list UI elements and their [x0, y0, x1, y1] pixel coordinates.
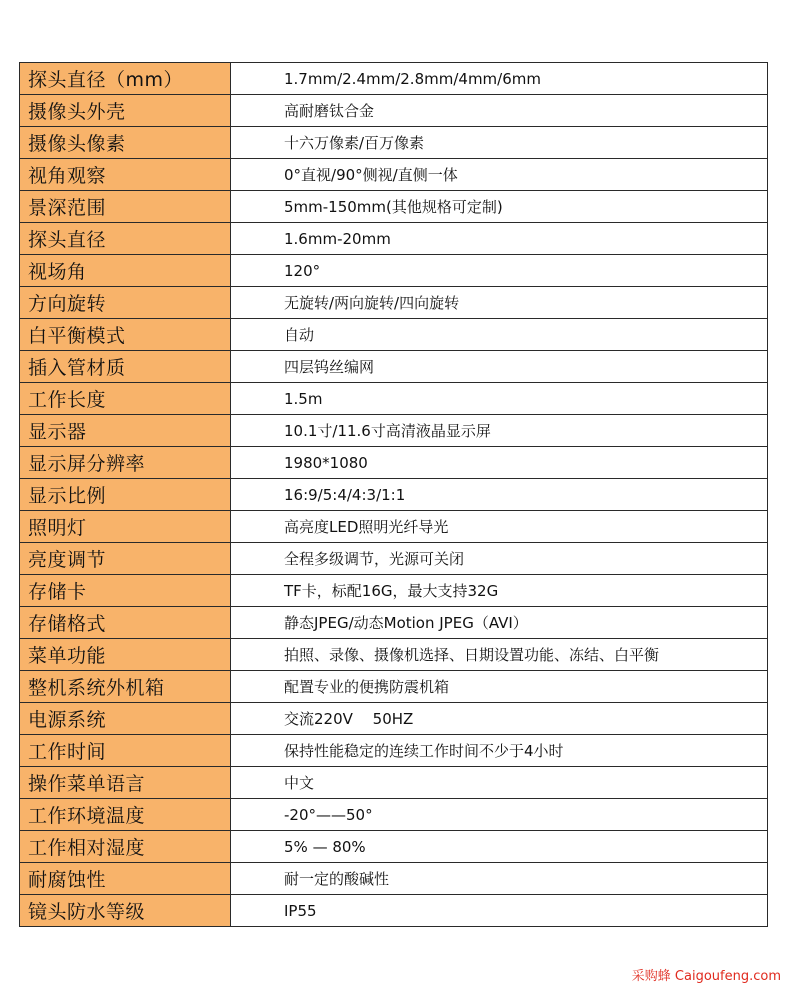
- spec-value: 交流220V 50HZ: [231, 703, 768, 735]
- spec-row: [20, 511, 768, 543]
- spec-value: 全程多级调节，光源可关闭: [231, 543, 768, 575]
- spec-row: [20, 639, 768, 671]
- spec-label: 探头直径（mm）: [20, 63, 231, 95]
- spec-label: 显示比例: [20, 479, 231, 511]
- spec-value: 1980*1080: [231, 447, 768, 479]
- spec-label: 方向旋转: [20, 287, 231, 319]
- spec-value: 保持性能稳定的连续工作时间不少于4小时: [231, 735, 768, 767]
- spec-row: [20, 287, 768, 319]
- spec-label: 视角观察: [20, 159, 231, 191]
- spec-value: -20°——50°: [231, 799, 768, 831]
- spec-row: [20, 799, 768, 831]
- spec-label: 工作环境温度: [20, 799, 231, 831]
- spec-row: [20, 223, 768, 255]
- spec-label: 菜单功能: [20, 639, 231, 671]
- spec-value: 1.6mm-20mm: [231, 223, 768, 255]
- spec-table: [19, 62, 768, 927]
- spec-label: 工作相对湿度: [20, 831, 231, 863]
- spec-value: 5% — 80%: [231, 831, 768, 863]
- spec-value: 配置专业的便携防震机箱: [231, 671, 768, 703]
- spec-row: [20, 575, 768, 607]
- spec-value: 1.5m: [231, 383, 768, 415]
- spec-label: 照明灯: [20, 511, 231, 543]
- watermark-text: 采购蜂 Caigoufeng.com: [631, 969, 781, 984]
- spec-row: [20, 543, 768, 575]
- spec-row: [20, 63, 768, 95]
- spec-label: 插入管材质: [20, 351, 231, 383]
- spec-row: [20, 383, 768, 415]
- spec-value: 0°直视/90°侧视/直侧一体: [231, 159, 768, 191]
- spec-value: TF卡，标配16G，最大支持32G: [231, 575, 768, 607]
- spec-row: [20, 447, 768, 479]
- spec-label: 工作时间: [20, 735, 231, 767]
- spec-label: 摄像头外壳: [20, 95, 231, 127]
- spec-label: 白平衡模式: [20, 319, 231, 351]
- spec-value: 10.1寸/11.6寸高清液晶显示屏: [231, 415, 768, 447]
- spec-row: [20, 831, 768, 863]
- spec-value: IP55: [231, 895, 768, 927]
- spec-label: 镜头防水等级: [20, 895, 231, 927]
- spec-row: [20, 319, 768, 351]
- spec-value: 拍照、录像、摄像机选择、日期设置功能、冻结、白平衡: [231, 639, 768, 671]
- spec-label: 探头直径: [20, 223, 231, 255]
- spec-value: 1.7mm/2.4mm/2.8mm/4mm/6mm: [231, 63, 768, 95]
- spec-value: 高亮度LED照明光纤导光: [231, 511, 768, 543]
- spec-row: [20, 767, 768, 799]
- spec-row: [20, 895, 768, 927]
- spec-label: 显示屏分辨率: [20, 447, 231, 479]
- spec-row: [20, 191, 768, 223]
- spec-label: 摄像头像素: [20, 127, 231, 159]
- spec-value: 四层钨丝编网: [231, 351, 768, 383]
- spec-label: 显示器: [20, 415, 231, 447]
- spec-row: [20, 863, 768, 895]
- spec-row: [20, 255, 768, 287]
- spec-row: [20, 703, 768, 735]
- spec-label: 电源系统: [20, 703, 231, 735]
- spec-label: 视场角: [20, 255, 231, 287]
- spec-value: 中文: [231, 767, 768, 799]
- spec-label: 操作菜单语言: [20, 767, 231, 799]
- spec-value: 无旋转/两向旋转/四向旋转: [231, 287, 768, 319]
- spec-label: 存储格式: [20, 607, 231, 639]
- spec-row: [20, 735, 768, 767]
- spec-value: 5mm-150mm(其他规格可定制): [231, 191, 768, 223]
- spec-value: 120°: [231, 255, 768, 287]
- spec-label: 亮度调节: [20, 543, 231, 575]
- spec-table-body: [20, 63, 768, 927]
- spec-label: 存储卡: [20, 575, 231, 607]
- spec-row: [20, 607, 768, 639]
- spec-value: 耐一定的酸碱性: [231, 863, 768, 895]
- spec-row: [20, 351, 768, 383]
- spec-label: 景深范围: [20, 191, 231, 223]
- spec-value: 自动: [231, 319, 768, 351]
- spec-row: [20, 95, 768, 127]
- spec-row: [20, 127, 768, 159]
- spec-value: 静态JPEG/动态Motion JPEG（AVI）: [231, 607, 768, 639]
- spec-label: 整机系统外机箱: [20, 671, 231, 703]
- spec-value: 十六万像素/百万像素: [231, 127, 768, 159]
- spec-label: 工作长度: [20, 383, 231, 415]
- spec-row: [20, 479, 768, 511]
- spec-row: [20, 671, 768, 703]
- spec-value: 高耐磨钛合金: [231, 95, 768, 127]
- spec-value: 16:9/5:4/4:3/1:1: [231, 479, 768, 511]
- spec-label: 耐腐蚀性: [20, 863, 231, 895]
- spec-row: [20, 159, 768, 191]
- spec-row: [20, 415, 768, 447]
